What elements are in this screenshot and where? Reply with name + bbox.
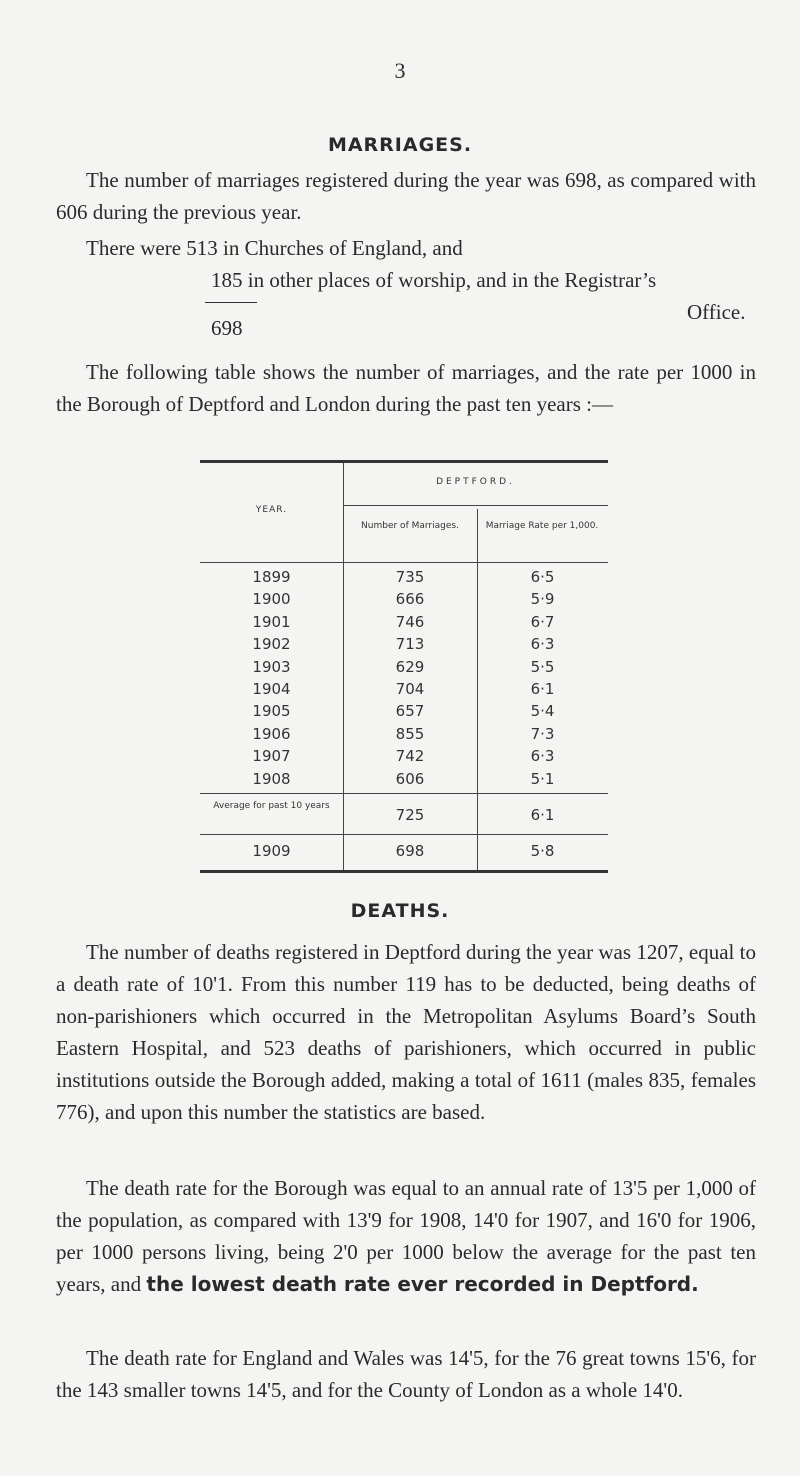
current-rate: 5·8 bbox=[530, 842, 555, 860]
marriages-cell: 606 bbox=[395, 769, 425, 788]
year-cell: 1902 bbox=[252, 635, 291, 654]
table-body bbox=[200, 567, 608, 791]
marriage-rate-header: Marriage Rate per 1,000. bbox=[485, 521, 599, 531]
year-cell: 1899 bbox=[252, 568, 291, 586]
table-row bbox=[200, 746, 608, 768]
table-intro: The following table shows the number of marriages, and the rate per 1000 in the Borough of Deptford and London during the past ten years :— bbox=[56, 360, 756, 416]
table-row bbox=[200, 724, 608, 746]
death-rate-text: The death rate for the Borough was equal to an annual rate of 13'5 per 1,000 of the population, as compared with 13'9 for 1908, 14'0 for 1907, and 16'0 for 1906, per 1000 persons living, being 2'0 per 1000 below the average for the past ten years, and bbox=[56, 1176, 756, 1296]
table-row bbox=[200, 657, 608, 679]
sum-rule bbox=[205, 302, 257, 303]
marriages-cell: 657 bbox=[395, 702, 425, 721]
office-word: Office. bbox=[687, 300, 746, 324]
deaths-paragraph-1: The number of deaths registered in Deptford during the year was 1207, equal to a death rate of 10'1. From this number 119 has to be deducted, being deaths of non-parishioners which occurred in the Metropolitan Asylums Board’s South Eastern Hospital, and 523 deaths of parishioners, which occurred in public institutions outside the Borough added, making a total of 1611 (males 835, females 776), and upon this number the statistics are based. bbox=[56, 940, 756, 1124]
year-cell: 1908 bbox=[252, 769, 291, 788]
rate-cell: 5·1 bbox=[530, 769, 555, 788]
header-bottom-rule bbox=[200, 562, 608, 563]
rate-cell: 5·9 bbox=[530, 590, 555, 609]
rate-cell: 7·3 bbox=[530, 724, 555, 743]
marriages-heading: MARRIAGES. bbox=[327, 134, 473, 156]
number-of-marriages-header: Number of Marriages. bbox=[361, 521, 459, 531]
current-top-rule bbox=[200, 834, 608, 835]
average-rate: 6·1 bbox=[530, 806, 555, 824]
deaths-paragraph-3: The death rate for England and Wales was 14'5, for the 76 great towns 15'6, for the 143 smaller towns 14'5, and for the County of London as a whole 14'0. bbox=[56, 1346, 756, 1402]
marriages-table bbox=[200, 460, 608, 873]
rate-cell: 6·3 bbox=[530, 747, 555, 766]
rate-cell: 5·5 bbox=[530, 657, 555, 676]
rate-cell: 5·4 bbox=[530, 702, 555, 721]
year-cell: 1906 bbox=[252, 724, 291, 743]
year-cell: 1900 bbox=[252, 590, 291, 609]
marriages-cell: 746 bbox=[395, 612, 425, 631]
table-row bbox=[200, 612, 608, 634]
churches-line: There were 513 in Churches of England, and bbox=[86, 236, 463, 260]
table-row bbox=[200, 634, 608, 656]
marriages-total: 698 bbox=[211, 316, 243, 340]
rate-cell: 6·7 bbox=[530, 612, 555, 631]
year-cell: 1907 bbox=[252, 747, 291, 766]
table-row bbox=[200, 567, 608, 589]
marriages-cell: 629 bbox=[395, 657, 425, 676]
table-row bbox=[200, 679, 608, 701]
marriages-cell: 713 bbox=[395, 635, 425, 654]
average-top-rule bbox=[200, 793, 608, 794]
year-cell: 1905 bbox=[252, 702, 291, 721]
marriages-cell: 855 bbox=[395, 724, 425, 743]
deptford-header: DEPTFORD. bbox=[436, 477, 515, 487]
marriages-intro: The number of marriages registered during the year was 698, as compared with 606 during the previous year. bbox=[56, 168, 756, 224]
year-cell: 1901 bbox=[252, 612, 291, 631]
average-label: Average for past 10 years bbox=[213, 801, 330, 811]
year-cell: 1904 bbox=[252, 679, 291, 698]
deaths-paragraph-2 bbox=[56, 1172, 756, 1300]
rate-cell: 6·3 bbox=[530, 635, 555, 654]
marriages-cell: 742 bbox=[395, 747, 425, 766]
rate-cell: 6·1 bbox=[530, 679, 555, 698]
year-cell: 1903 bbox=[252, 657, 291, 676]
group-header-rule bbox=[343, 505, 608, 506]
marriages-cell: 666 bbox=[395, 590, 425, 609]
average-marriages: 725 bbox=[395, 806, 425, 824]
other-places-line: 185 in other places of worship, and in the Registrar’s bbox=[211, 268, 657, 292]
table-row bbox=[200, 589, 608, 611]
lowest-death-rate-emphasis: the lowest death rate ever recorded in Deptford. bbox=[146, 1272, 699, 1296]
deaths-heading: DEATHS. bbox=[350, 900, 450, 922]
marriages-cell: 735 bbox=[395, 568, 425, 586]
current-year: 1909 bbox=[252, 842, 291, 860]
page-number: 3 bbox=[394, 58, 406, 83]
year-header: YEAR. bbox=[255, 505, 288, 515]
table-row bbox=[200, 701, 608, 723]
marriages-cell: 704 bbox=[395, 679, 425, 698]
table-row bbox=[200, 769, 608, 791]
current-marriages: 698 bbox=[395, 842, 425, 860]
rate-cell: 6·5 bbox=[530, 568, 555, 586]
